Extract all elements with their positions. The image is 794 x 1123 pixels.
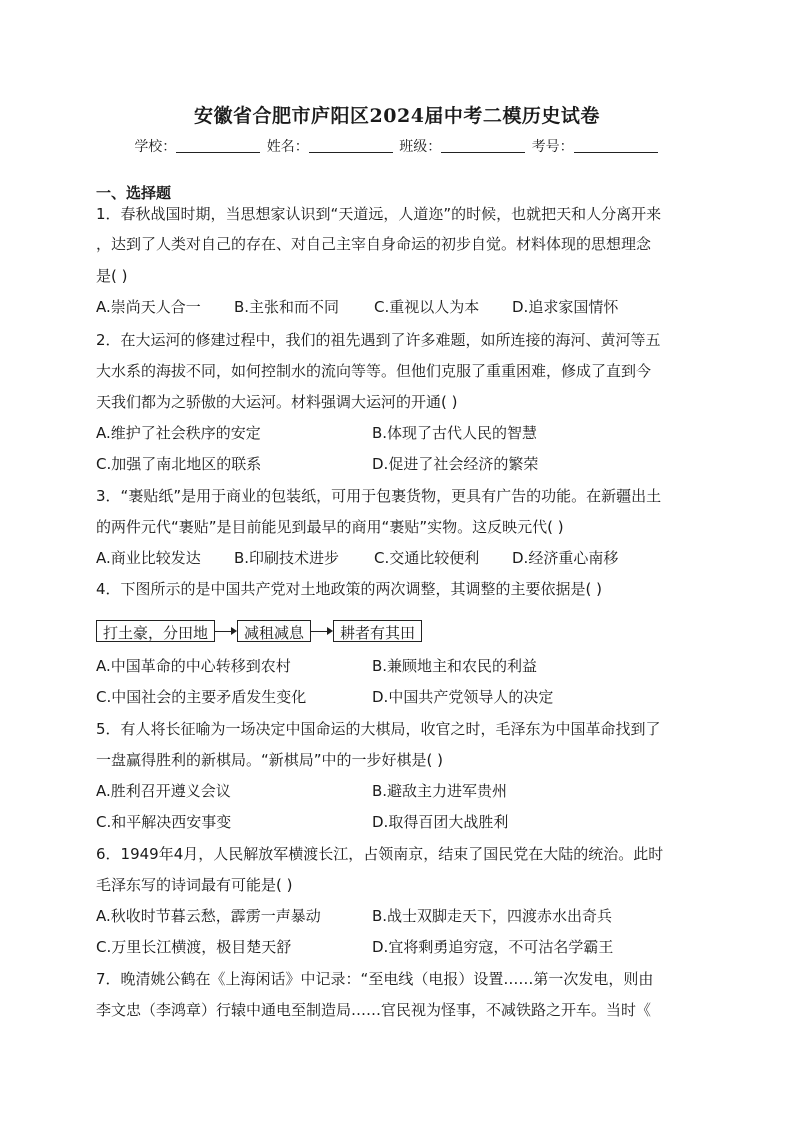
q3-option-a[interactable]: A.商业比较发达 (96, 549, 201, 567)
arrow-right-icon (311, 627, 333, 635)
q4-option-a[interactable]: A.中国革命的中心转移到农村 (96, 657, 291, 675)
question-5-line-2: 一盘赢得胜利的新棋局。“新棋局”中的一步好棋是( ) (96, 751, 444, 769)
question-1-line-2: ，达到了人类对自己的存在、对自己主宰自身命运的初步自觉。材料体现的思想理念 (96, 235, 652, 253)
school-blank[interactable] (176, 138, 260, 153)
question-5-options-row-2 (96, 812, 700, 832)
q2-option-c[interactable]: C.加强了南北地区的联系 (96, 455, 262, 473)
q4-option-d[interactable]: D.中国共产党领导人的决定 (372, 688, 554, 706)
q1-option-d[interactable]: D.追求家国情怀 (512, 298, 619, 316)
class-blank[interactable] (441, 138, 525, 153)
q2-option-b[interactable]: B.体现了古代人民的智慧 (372, 424, 538, 442)
q1-option-c[interactable]: C.重视以人为本 (374, 298, 480, 316)
q3-option-d[interactable]: D.经济重心南移 (512, 549, 619, 567)
q5-option-a[interactable]: A.胜利召开遵义会议 (96, 782, 231, 800)
exam-number-label: 考号： (531, 139, 574, 155)
question-7-line-1: 7．晚清姚公鹤在《上海闲话》中记录：“至电线（电报）设置……第一次发电，则由 (96, 970, 654, 988)
q5-option-c[interactable]: C.和平解决西安事变 (96, 813, 232, 831)
q1-option-b[interactable]: B.主张和而不同 (234, 298, 340, 316)
question-5-line-1: 5．有人将长征喻为一场决定中国命运的大棋局，收官之时，毛泽东为中国革命找到了 (96, 720, 661, 738)
question-4-options-row-1 (96, 656, 700, 676)
question-2-options-row-1 (96, 423, 700, 443)
section-title: 一、选择题 (96, 184, 172, 202)
question-1-line-3: 是( ) (96, 267, 128, 285)
school-label: 学校： (134, 139, 177, 155)
question-3-options (96, 548, 700, 568)
question-6-line-1: 6．1949年4月，人民解放军横渡长江，占领南京，结束了国民党在大陆的统治。此时 (96, 845, 664, 863)
land-policy-diagram (96, 618, 422, 644)
q3-option-b[interactable]: B.印刷技术进步 (234, 549, 340, 567)
q2-option-a[interactable]: A.维护了社会秩序的安定 (96, 424, 261, 442)
exam-title: 安徽省合肥市庐阳区2024届中考二模历史试卷 (194, 105, 600, 127)
question-3-line-2: 的两件元代“裹贴”是目前能见到最早的商用“裹贴”实物。这反映元代( ) (96, 518, 564, 536)
question-4-line-1: 4．下图所示的是中国共产党对土地政策的两次调整，其调整的主要依据是( ) (96, 580, 603, 598)
q6-option-d[interactable]: D.宜将剩勇追穷寇，不可沽名学霸王 (372, 938, 614, 956)
q4-option-b[interactable]: B.兼顾地主和农民的利益 (372, 657, 538, 675)
question-4-options-row-2 (96, 687, 700, 707)
question-1-options (96, 297, 700, 317)
q3-option-c[interactable]: C.交通比较便利 (374, 549, 480, 567)
question-6-line-2: 毛泽东写的诗词最有可能是( ) (96, 876, 293, 894)
name-blank[interactable] (309, 138, 393, 153)
q6-option-b[interactable]: B.战士双脚走天下，四渡赤水出奇兵 (372, 907, 613, 925)
policy-box-1: 打土豪，分田地 (96, 620, 215, 642)
q5-option-d[interactable]: D.取得百团大战胜利 (372, 813, 509, 831)
question-2-line-1: 2．在大运河的修建过程中，我们的祖先遇到了许多难题，如所连接的海河、黄河等五 (96, 331, 661, 349)
arrow-right-icon (215, 627, 237, 635)
q6-option-a[interactable]: A.秋收时节暮云愁，霹雳一声暴动 (96, 907, 321, 925)
exam-number-blank[interactable] (574, 138, 658, 153)
policy-box-3: 耕者有其田 (333, 620, 422, 642)
q1-option-a[interactable]: A.崇尚天人合一 (96, 298, 201, 316)
question-2-options-row-2 (96, 454, 700, 474)
student-info-line (0, 136, 794, 156)
question-6-options-row-1 (96, 906, 700, 926)
q4-option-c[interactable]: C.中国社会的主要矛盾发生变化 (96, 688, 307, 706)
question-2-line-2: 大水系的海拔不同，如何控制水的流向等等。但他们克服了重重困难，修成了直到今 (96, 362, 652, 380)
question-5-options-row-1 (96, 781, 700, 801)
question-6-options-row-2 (96, 937, 700, 957)
question-2-line-3: 天我们都为之骄傲的大运河。材料强调大运河的开通( ) (96, 393, 458, 411)
question-3-line-1: 3．“裹贴纸”是用于商业的包装纸，可用于包裹货物，更具有广告的功能。在新疆出土 (96, 487, 662, 505)
question-7-line-2: 李文忠（李鸿章）行辕中通电至制造局……官民视为怪事，不减铁路之开车。当时《 (96, 1001, 652, 1019)
name-label: 姓名： (266, 139, 309, 155)
q5-option-b[interactable]: B.避敌主力进军贵州 (372, 782, 508, 800)
q6-option-c[interactable]: C.万里长江横渡，极目楚天舒 (96, 938, 292, 956)
policy-box-2: 减租减息 (237, 620, 311, 642)
question-1-line-1: 1．春秋战国时期，当思想家认识到“天道远，人道迩”的时候，也就把天和人分离开来 (96, 205, 662, 223)
q2-option-d[interactable]: D.促进了社会经济的繁荣 (372, 455, 539, 473)
class-label: 班级： (399, 139, 442, 155)
